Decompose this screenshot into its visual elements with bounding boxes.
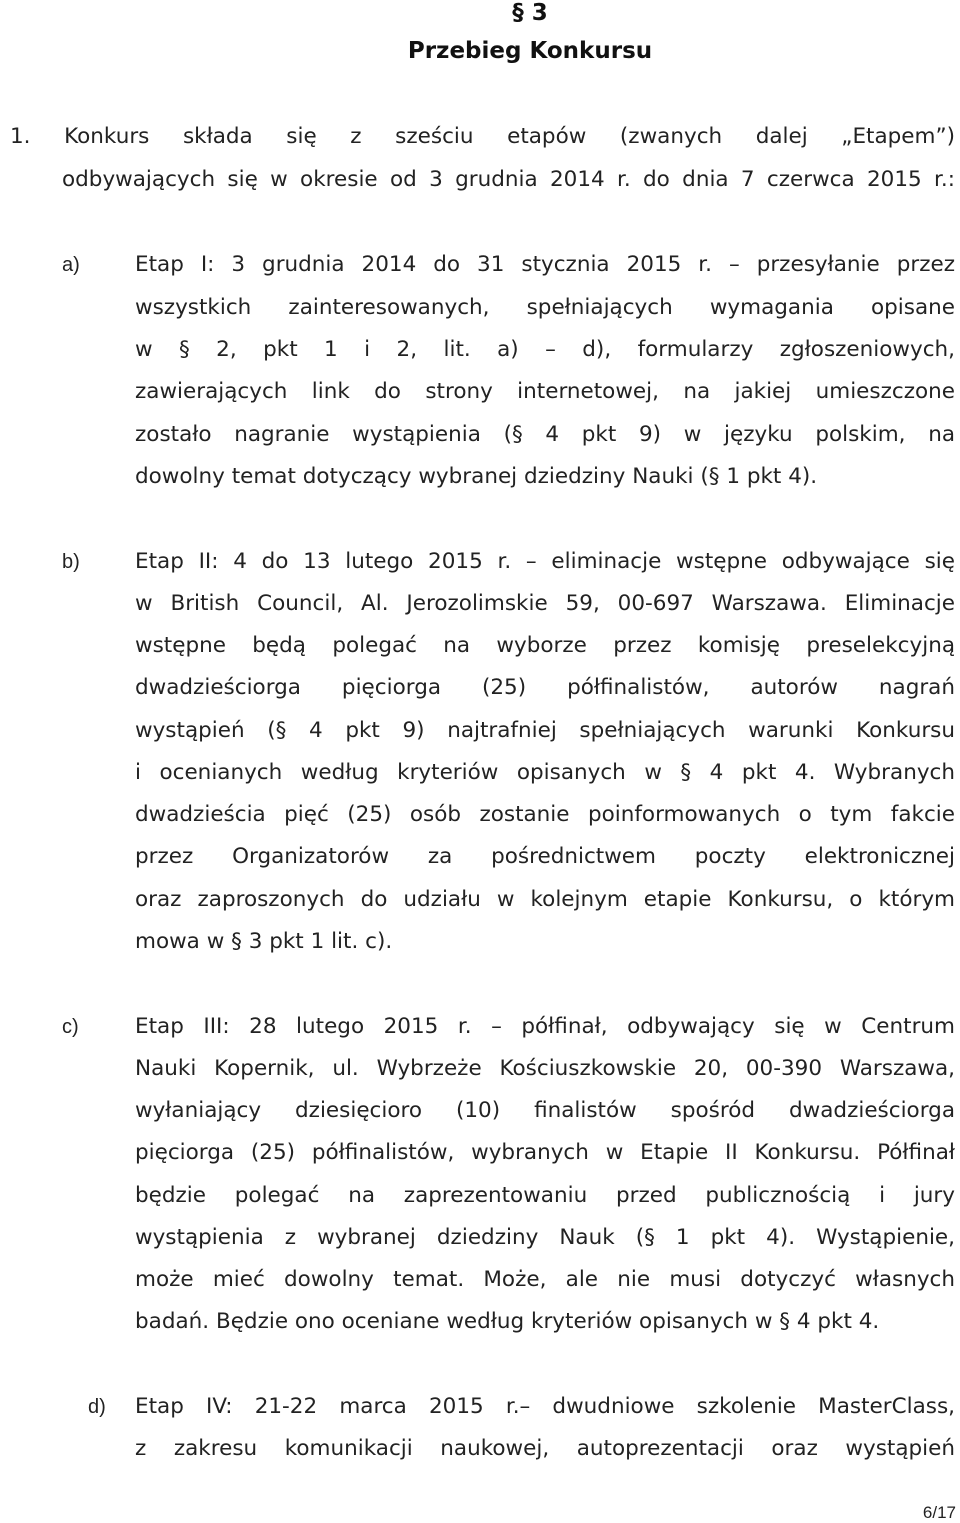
list-item-line: oraz zaproszonych do udziału w kolejnym etapie Konkursu, o którym [135,887,955,912]
list-marker: a) [62,254,80,276]
list-item-line: dwadzieściorga pięciorga (25) półfinalistów, autorów nagrań [135,675,955,700]
section-symbol: § 3 [512,0,548,26]
list-item-line: wszystkich zainteresowanych, spełniających wymagania opisane [135,295,955,320]
list-item-line: Etap IV: 21-22 marca 2015 r.– dwudniowe szkolenie MasterClass, [135,1394,955,1419]
list-item-line: będzie polegać na zaprezentowaniu przed publicznością i jury [135,1183,955,1208]
list-item-line: wystąpienia z wybranej dziedziny Nauk (§ 1 pkt 4). Wystąpienie, [135,1225,955,1250]
section-title: Przebieg Konkursu [407,38,653,64]
intro-line: 1. Konkurs składa się z sześciu etapów (zwanych dalej „Etapem”) [10,124,955,149]
list-item-line: z zakresu komunikacji naukowej, autoprezentacji oraz wystąpień [135,1436,955,1461]
list-item-line: Etap I: 3 grudnia 2014 do 31 stycznia 2015 r. – przesyłanie przez [135,252,955,277]
list-item-line: Etap II: 4 do 13 lutego 2015 r. – eliminacje wstępne odbywające się [135,549,955,574]
page-number: 6/17 [922,1503,956,1522]
list-item-line: zawierających link do strony internetowej, na jakiej umieszczone [135,379,955,404]
list-item-line: zostało nagranie wystąpienia (§ 4 pkt 9) w języku polskim, na [135,422,955,447]
intro-line: odbywających się w okresie od 3 grudnia 2014 r. do dnia 7 czerwca 2015 r.: [62,167,955,192]
list-item-line: w British Council, Al. Jerozolimskie 59, 00-697 Warszawa. Eliminacje [135,591,955,616]
list-item-line: pięciorga (25) półfinalistów, wybranych w Etapie II Konkursu. Półfinał [135,1140,955,1165]
list-marker: b) [62,551,80,573]
list-item-line: przez Organizatorów za pośrednictwem poczty elektronicznej [135,844,955,869]
list-item-line: wystąpień (§ 4 pkt 9) najtrafniej spełniających warunki Konkursu [135,718,955,743]
list-item-line: badań. Będzie ono oceniane według kryteriów opisanych w § 4 pkt 4. [135,1309,880,1334]
list-item-line: dowolny temat dotyczący wybranej dziedziny Nauki (§ 1 pkt 4). [135,464,818,489]
list-item-line: dwadzieścia pięć (25) osób zostanie poinformowanych o tym fakcie [135,802,955,827]
list-marker: c) [62,1016,79,1038]
list-marker: d) [88,1396,106,1418]
list-item-line: i ocenianych według kryteriów opisanych w § 4 pkt 4. Wybranych [135,760,955,785]
list-item-line: wstępne będą polegać na wyborze przez komisję preselekcyjną [135,633,955,658]
list-item-line: Etap III: 28 lutego 2015 r. – półfinał, odbywający się w Centrum [135,1014,955,1039]
list-item-line: w § 2, pkt 1 i 2, lit. a) – d), formularzy zgłoszeniowych, [135,337,955,362]
list-item-line: mowa w § 3 pkt 1 lit. c). [135,929,393,954]
list-item-line: Nauki Kopernik, ul. Wybrzeże Kościuszkowskie 20, 00-390 Warszawa, [135,1056,955,1081]
list-item-line: może mieć dowolny temat. Może, ale nie musi dotyczyć własnych [135,1267,955,1292]
list-item-line: wyłaniający dziesięcioro (10) finalistów spośród dwadzieściorga [135,1098,955,1123]
